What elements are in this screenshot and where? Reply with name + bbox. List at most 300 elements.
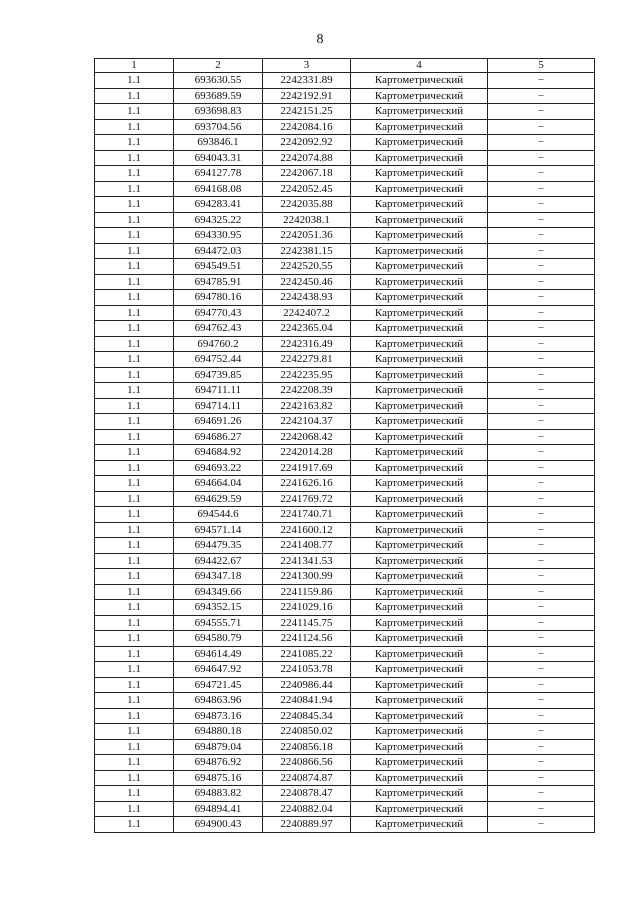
- accuracy-cell: –: [488, 119, 595, 135]
- accuracy-cell: –: [488, 290, 595, 306]
- point-number-cell: 1.1: [95, 166, 174, 182]
- point-number-cell: 1.1: [95, 383, 174, 399]
- table-row: [95, 662, 595, 678]
- point-number-cell: 1.1: [95, 228, 174, 244]
- method-cell: Картометрический: [351, 367, 488, 383]
- method-cell: Картометрический: [351, 290, 488, 306]
- table-row: [95, 212, 595, 228]
- point-number-cell: 1.1: [95, 150, 174, 166]
- x-coordinate-cell: 694739.85: [174, 367, 263, 383]
- point-number-cell: 1.1: [95, 584, 174, 600]
- y-coordinate-cell: 2242520.55: [263, 259, 351, 275]
- accuracy-cell: –: [488, 445, 595, 461]
- method-cell: Картометрический: [351, 786, 488, 802]
- table-body: [95, 73, 595, 833]
- point-number-cell: 1.1: [95, 476, 174, 492]
- table-row: [95, 243, 595, 259]
- accuracy-cell: –: [488, 305, 595, 321]
- y-coordinate-cell: 2242068.42: [263, 429, 351, 445]
- page-number: 8: [316, 32, 324, 47]
- point-number-cell: 1.1: [95, 507, 174, 523]
- x-coordinate-cell: 694770.43: [174, 305, 263, 321]
- accuracy-cell: –: [488, 801, 595, 817]
- accuracy-cell: –: [488, 693, 595, 709]
- accuracy-cell: –: [488, 631, 595, 647]
- table-row: [95, 414, 595, 430]
- y-coordinate-cell: 2242192.91: [263, 88, 351, 104]
- method-cell: Картометрический: [351, 615, 488, 631]
- y-coordinate-cell: 2242316.49: [263, 336, 351, 352]
- y-coordinate-cell: 2242038.1: [263, 212, 351, 228]
- method-cell: Картометрический: [351, 755, 488, 771]
- x-coordinate-cell: 694714.11: [174, 398, 263, 414]
- method-cell: Картометрический: [351, 600, 488, 616]
- x-coordinate-cell: 694647.92: [174, 662, 263, 678]
- y-coordinate-cell: 2242051.36: [263, 228, 351, 244]
- x-coordinate-cell: 694629.59: [174, 491, 263, 507]
- accuracy-cell: –: [488, 786, 595, 802]
- method-cell: Картометрический: [351, 522, 488, 538]
- method-cell: Картометрический: [351, 553, 488, 569]
- method-cell: Картометрический: [351, 491, 488, 507]
- accuracy-cell: –: [488, 73, 595, 89]
- y-coordinate-cell: 2242035.88: [263, 197, 351, 213]
- method-cell: Картометрический: [351, 212, 488, 228]
- y-coordinate-cell: 2240866.56: [263, 755, 351, 771]
- method-cell: Картометрический: [351, 274, 488, 290]
- accuracy-cell: –: [488, 367, 595, 383]
- accuracy-cell: –: [488, 414, 595, 430]
- point-number-cell: 1.1: [95, 553, 174, 569]
- accuracy-cell: –: [488, 553, 595, 569]
- y-coordinate-cell: 2241053.78: [263, 662, 351, 678]
- accuracy-cell: –: [488, 538, 595, 554]
- method-cell: Картометрический: [351, 73, 488, 89]
- y-coordinate-cell: 2241740.71: [263, 507, 351, 523]
- table-row: [95, 522, 595, 538]
- y-coordinate-cell: 2242450.46: [263, 274, 351, 290]
- method-cell: Картометрический: [351, 119, 488, 135]
- y-coordinate-cell: 2240841.94: [263, 693, 351, 709]
- point-number-cell: 1.1: [95, 243, 174, 259]
- table-header-row: [95, 59, 595, 73]
- point-number-cell: 1.1: [95, 352, 174, 368]
- y-coordinate-cell: 2242104.37: [263, 414, 351, 430]
- x-coordinate-cell: 694614.49: [174, 646, 263, 662]
- method-cell: Картометрический: [351, 445, 488, 461]
- accuracy-cell: –: [488, 460, 595, 476]
- method-cell: Картометрический: [351, 693, 488, 709]
- point-number-cell: 1.1: [95, 119, 174, 135]
- table-row: [95, 383, 595, 399]
- point-number-cell: 1.1: [95, 336, 174, 352]
- x-coordinate-cell: 694684.92: [174, 445, 263, 461]
- accuracy-cell: –: [488, 507, 595, 523]
- accuracy-cell: –: [488, 274, 595, 290]
- table-row: [95, 181, 595, 197]
- table-row: [95, 150, 595, 166]
- x-coordinate-cell: 694283.41: [174, 197, 263, 213]
- method-cell: Картометрический: [351, 352, 488, 368]
- method-cell: Картометрический: [351, 724, 488, 740]
- method-cell: Картометрический: [351, 631, 488, 647]
- x-coordinate-cell: 693698.83: [174, 104, 263, 120]
- method-cell: Картометрический: [351, 662, 488, 678]
- table-row: [95, 538, 595, 554]
- table-row: [95, 786, 595, 802]
- y-coordinate-cell: 2242235.95: [263, 367, 351, 383]
- y-coordinate-cell: 2242407.2: [263, 305, 351, 321]
- method-cell: Картометрический: [351, 181, 488, 197]
- accuracy-cell: –: [488, 104, 595, 120]
- point-number-cell: 1.1: [95, 817, 174, 833]
- point-number-cell: 1.1: [95, 770, 174, 786]
- point-number-cell: 1.1: [95, 801, 174, 817]
- y-coordinate-cell: 2241029.16: [263, 600, 351, 616]
- point-number-cell: 1.1: [95, 522, 174, 538]
- table-row: [95, 88, 595, 104]
- method-cell: Картометрический: [351, 228, 488, 244]
- point-number-cell: 1.1: [95, 367, 174, 383]
- table-row: [95, 739, 595, 755]
- y-coordinate-cell: 2242151.25: [263, 104, 351, 120]
- table-row: [95, 770, 595, 786]
- y-coordinate-cell: 2242067.18: [263, 166, 351, 182]
- accuracy-cell: –: [488, 755, 595, 771]
- x-coordinate-cell: 694325.22: [174, 212, 263, 228]
- table-row: [95, 73, 595, 89]
- table-row: [95, 445, 595, 461]
- table-row: [95, 429, 595, 445]
- method-cell: Картометрический: [351, 383, 488, 399]
- column-header-4: 4: [351, 59, 488, 73]
- method-cell: Картометрический: [351, 476, 488, 492]
- x-coordinate-cell: 694693.22: [174, 460, 263, 476]
- y-coordinate-cell: 2242084.16: [263, 119, 351, 135]
- method-cell: Картометрический: [351, 646, 488, 662]
- y-coordinate-cell: 2240856.18: [263, 739, 351, 755]
- coordinates-table: [94, 58, 595, 833]
- x-coordinate-cell: 694127.78: [174, 166, 263, 182]
- y-coordinate-cell: 2242074.88: [263, 150, 351, 166]
- table-row: [95, 491, 595, 507]
- x-coordinate-cell: 694780.16: [174, 290, 263, 306]
- table-row: [95, 801, 595, 817]
- x-coordinate-cell: 694900.43: [174, 817, 263, 833]
- x-coordinate-cell: 694880.18: [174, 724, 263, 740]
- accuracy-cell: –: [488, 708, 595, 724]
- table-row: [95, 119, 595, 135]
- x-coordinate-cell: 694711.11: [174, 383, 263, 399]
- accuracy-cell: –: [488, 135, 595, 151]
- method-cell: Картометрический: [351, 770, 488, 786]
- method-cell: Картометрический: [351, 150, 488, 166]
- y-coordinate-cell: 2241769.72: [263, 491, 351, 507]
- x-coordinate-cell: 694762.43: [174, 321, 263, 337]
- method-cell: Картометрический: [351, 305, 488, 321]
- method-cell: Картометрический: [351, 817, 488, 833]
- point-number-cell: 1.1: [95, 693, 174, 709]
- x-coordinate-cell: 694876.92: [174, 755, 263, 771]
- y-coordinate-cell: 2240850.02: [263, 724, 351, 740]
- x-coordinate-cell: 694752.44: [174, 352, 263, 368]
- accuracy-cell: –: [488, 429, 595, 445]
- accuracy-cell: –: [488, 476, 595, 492]
- y-coordinate-cell: 2240889.97: [263, 817, 351, 833]
- y-coordinate-cell: 2240878.47: [263, 786, 351, 802]
- point-number-cell: 1.1: [95, 491, 174, 507]
- method-cell: Картометрический: [351, 243, 488, 259]
- table-row: [95, 708, 595, 724]
- point-number-cell: 1.1: [95, 662, 174, 678]
- point-number-cell: 1.1: [95, 104, 174, 120]
- point-number-cell: 1.1: [95, 677, 174, 693]
- method-cell: Картометрический: [351, 584, 488, 600]
- table-row: [95, 460, 595, 476]
- table-row: [95, 166, 595, 182]
- method-cell: Картометрический: [351, 398, 488, 414]
- method-cell: Картометрический: [351, 801, 488, 817]
- y-coordinate-cell: 2240874.87: [263, 770, 351, 786]
- table-row: [95, 259, 595, 275]
- method-cell: Картометрический: [351, 460, 488, 476]
- y-coordinate-cell: 2242014.28: [263, 445, 351, 461]
- accuracy-cell: –: [488, 817, 595, 833]
- y-coordinate-cell: 2241341.53: [263, 553, 351, 569]
- accuracy-cell: –: [488, 336, 595, 352]
- accuracy-cell: –: [488, 181, 595, 197]
- x-coordinate-cell: 694580.79: [174, 631, 263, 647]
- point-number-cell: 1.1: [95, 290, 174, 306]
- x-coordinate-cell: 694352.15: [174, 600, 263, 616]
- x-coordinate-cell: 694691.26: [174, 414, 263, 430]
- method-cell: Картометрический: [351, 259, 488, 275]
- y-coordinate-cell: 2241600.12: [263, 522, 351, 538]
- accuracy-cell: –: [488, 197, 595, 213]
- x-coordinate-cell: 694686.27: [174, 429, 263, 445]
- accuracy-cell: –: [488, 166, 595, 182]
- method-cell: Картометрический: [351, 538, 488, 554]
- accuracy-cell: –: [488, 600, 595, 616]
- x-coordinate-cell: 693704.56: [174, 119, 263, 135]
- point-number-cell: 1.1: [95, 631, 174, 647]
- table-row: [95, 290, 595, 306]
- point-number-cell: 1.1: [95, 460, 174, 476]
- table-row: [95, 321, 595, 337]
- x-coordinate-cell: 694168.08: [174, 181, 263, 197]
- accuracy-cell: –: [488, 398, 595, 414]
- accuracy-cell: –: [488, 739, 595, 755]
- table-row: [95, 615, 595, 631]
- point-number-cell: 1.1: [95, 429, 174, 445]
- point-number-cell: 1.1: [95, 197, 174, 213]
- x-coordinate-cell: 694873.16: [174, 708, 263, 724]
- accuracy-cell: –: [488, 352, 595, 368]
- accuracy-cell: –: [488, 677, 595, 693]
- point-number-cell: 1.1: [95, 274, 174, 290]
- point-number-cell: 1.1: [95, 724, 174, 740]
- point-number-cell: 1.1: [95, 646, 174, 662]
- method-cell: Картометрический: [351, 104, 488, 120]
- y-coordinate-cell: 2240845.34: [263, 708, 351, 724]
- x-coordinate-cell: 694422.67: [174, 553, 263, 569]
- y-coordinate-cell: 2242208.39: [263, 383, 351, 399]
- y-coordinate-cell: 2241408.77: [263, 538, 351, 554]
- point-number-cell: 1.1: [95, 445, 174, 461]
- y-coordinate-cell: 2242092.92: [263, 135, 351, 151]
- table-row: [95, 507, 595, 523]
- method-cell: Картометрический: [351, 429, 488, 445]
- y-coordinate-cell: 2242331.89: [263, 73, 351, 89]
- x-coordinate-cell: 693846.1: [174, 135, 263, 151]
- point-number-cell: 1.1: [95, 708, 174, 724]
- method-cell: Картометрический: [351, 135, 488, 151]
- x-coordinate-cell: 694043.31: [174, 150, 263, 166]
- table-row: [95, 677, 595, 693]
- x-coordinate-cell: 694544.6: [174, 507, 263, 523]
- table-row: [95, 755, 595, 771]
- method-cell: Картометрический: [351, 569, 488, 585]
- y-coordinate-cell: 2242438.93: [263, 290, 351, 306]
- column-header-3: 3: [263, 59, 351, 73]
- table-row: [95, 352, 595, 368]
- column-header-1: 1: [95, 59, 174, 73]
- accuracy-cell: –: [488, 615, 595, 631]
- point-number-cell: 1.1: [95, 305, 174, 321]
- method-cell: Картометрический: [351, 507, 488, 523]
- method-cell: Картометрический: [351, 321, 488, 337]
- y-coordinate-cell: 2242052.45: [263, 181, 351, 197]
- table-row: [95, 104, 595, 120]
- accuracy-cell: –: [488, 88, 595, 104]
- table-row: [95, 724, 595, 740]
- y-coordinate-cell: 2241300.99: [263, 569, 351, 585]
- y-coordinate-cell: 2240882.04: [263, 801, 351, 817]
- table-row: [95, 476, 595, 492]
- point-number-cell: 1.1: [95, 414, 174, 430]
- y-coordinate-cell: 2241917.69: [263, 460, 351, 476]
- column-header-2: 2: [174, 59, 263, 73]
- x-coordinate-cell: 694571.14: [174, 522, 263, 538]
- x-coordinate-cell: 694479.35: [174, 538, 263, 554]
- x-coordinate-cell: 694785.91: [174, 274, 263, 290]
- accuracy-cell: –: [488, 569, 595, 585]
- x-coordinate-cell: 693689.59: [174, 88, 263, 104]
- accuracy-cell: –: [488, 584, 595, 600]
- y-coordinate-cell: 2241626.16: [263, 476, 351, 492]
- x-coordinate-cell: 694555.71: [174, 615, 263, 631]
- table-row: [95, 584, 595, 600]
- point-number-cell: 1.1: [95, 212, 174, 228]
- table-row: [95, 600, 595, 616]
- method-cell: Картометрический: [351, 708, 488, 724]
- accuracy-cell: –: [488, 259, 595, 275]
- x-coordinate-cell: 694879.04: [174, 739, 263, 755]
- accuracy-cell: –: [488, 770, 595, 786]
- accuracy-cell: –: [488, 383, 595, 399]
- x-coordinate-cell: 694347.18: [174, 569, 263, 585]
- table-row: [95, 228, 595, 244]
- table-row: [95, 631, 595, 647]
- method-cell: Картометрический: [351, 88, 488, 104]
- method-cell: Картометрический: [351, 197, 488, 213]
- accuracy-cell: –: [488, 662, 595, 678]
- table-row: [95, 646, 595, 662]
- x-coordinate-cell: 694349.66: [174, 584, 263, 600]
- method-cell: Картометрический: [351, 336, 488, 352]
- accuracy-cell: –: [488, 491, 595, 507]
- table-row: [95, 693, 595, 709]
- point-number-cell: 1.1: [95, 569, 174, 585]
- table-row: [95, 398, 595, 414]
- point-number-cell: 1.1: [95, 600, 174, 616]
- table-row: [95, 336, 595, 352]
- x-coordinate-cell: 694664.04: [174, 476, 263, 492]
- accuracy-cell: –: [488, 321, 595, 337]
- accuracy-cell: –: [488, 724, 595, 740]
- method-cell: Картометрический: [351, 739, 488, 755]
- point-number-cell: 1.1: [95, 259, 174, 275]
- table-row: [95, 197, 595, 213]
- table-row: [95, 135, 595, 151]
- x-coordinate-cell: 694883.82: [174, 786, 263, 802]
- x-coordinate-cell: 693630.55: [174, 73, 263, 89]
- point-number-cell: 1.1: [95, 181, 174, 197]
- point-number-cell: 1.1: [95, 321, 174, 337]
- point-number-cell: 1.1: [95, 755, 174, 771]
- method-cell: Картометрический: [351, 414, 488, 430]
- y-coordinate-cell: 2241145.75: [263, 615, 351, 631]
- table-row: [95, 817, 595, 833]
- y-coordinate-cell: 2241085.22: [263, 646, 351, 662]
- table-row: [95, 305, 595, 321]
- point-number-cell: 1.1: [95, 786, 174, 802]
- method-cell: Картометрический: [351, 166, 488, 182]
- accuracy-cell: –: [488, 243, 595, 259]
- point-number-cell: 1.1: [95, 398, 174, 414]
- table-row: [95, 569, 595, 585]
- point-number-cell: 1.1: [95, 538, 174, 554]
- y-coordinate-cell: 2240986.44: [263, 677, 351, 693]
- y-coordinate-cell: 2241159.86: [263, 584, 351, 600]
- y-coordinate-cell: 2242279.81: [263, 352, 351, 368]
- x-coordinate-cell: 694863.96: [174, 693, 263, 709]
- x-coordinate-cell: 694549.51: [174, 259, 263, 275]
- accuracy-cell: –: [488, 522, 595, 538]
- x-coordinate-cell: 694875.16: [174, 770, 263, 786]
- x-coordinate-cell: 694472.03: [174, 243, 263, 259]
- point-number-cell: 1.1: [95, 615, 174, 631]
- y-coordinate-cell: 2242163.82: [263, 398, 351, 414]
- y-coordinate-cell: 2242381.15: [263, 243, 351, 259]
- column-header-5: 5: [488, 59, 595, 73]
- x-coordinate-cell: 694330.95: [174, 228, 263, 244]
- table-row: [95, 274, 595, 290]
- accuracy-cell: –: [488, 228, 595, 244]
- x-coordinate-cell: 694721.45: [174, 677, 263, 693]
- method-cell: Картометрический: [351, 677, 488, 693]
- table-row: [95, 553, 595, 569]
- x-coordinate-cell: 694760.2: [174, 336, 263, 352]
- point-number-cell: 1.1: [95, 135, 174, 151]
- accuracy-cell: –: [488, 212, 595, 228]
- accuracy-cell: –: [488, 150, 595, 166]
- point-number-cell: 1.1: [95, 73, 174, 89]
- table-row: [95, 367, 595, 383]
- point-number-cell: 1.1: [95, 739, 174, 755]
- point-number-cell: 1.1: [95, 88, 174, 104]
- accuracy-cell: –: [488, 646, 595, 662]
